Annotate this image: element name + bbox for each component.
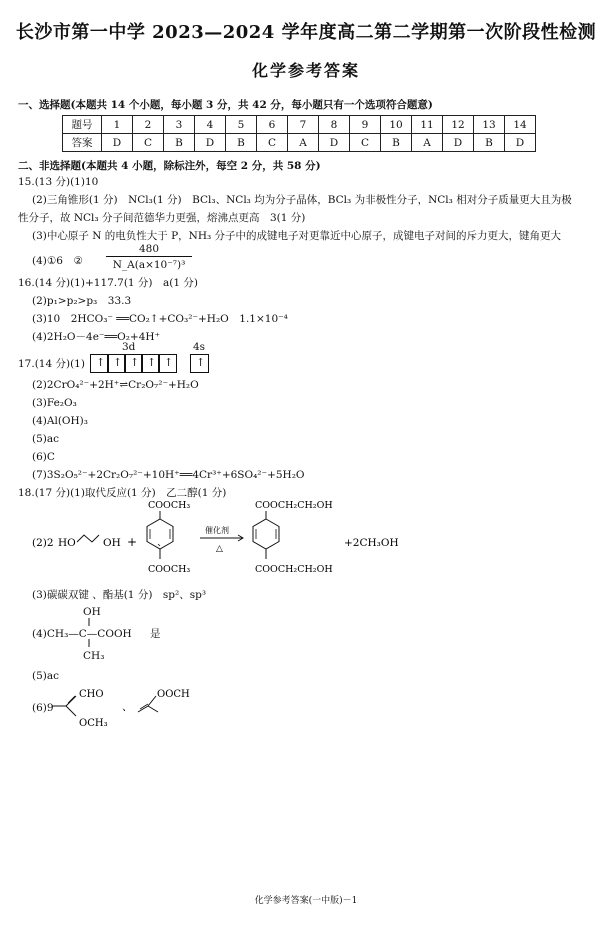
q16-line3: (3)10 2HCO₃⁻ ══CO₂↑+CO₃²⁻+H₂O 1.1×10⁻⁴ bbox=[32, 313, 288, 325]
question-number-cell: 8 bbox=[319, 116, 350, 134]
answer-cell: B bbox=[164, 134, 195, 152]
question-number-cell: 5 bbox=[226, 116, 257, 134]
orbital-box-3d-5 bbox=[158, 354, 177, 373]
q15-line3: (3)中心原子 N 的电负性大于 P，NH₃ 分子中的成键电子对更靠近中心原子，成键电子对间的斥力更大，键角更大 bbox=[32, 230, 562, 242]
q16-line4: (4)2H₂O－4e⁻══O₂+4H⁺ bbox=[32, 331, 161, 343]
isomer2-ooch-label: OOCH bbox=[157, 689, 190, 700]
q18-line1: 18.(17 分)(1)取代反应(1 分) 乙二醇(1 分) bbox=[18, 487, 227, 499]
answer-cell: D bbox=[443, 134, 474, 152]
question-number-cell: 10 bbox=[381, 116, 412, 134]
q15-line1: 15.(13 分)(1)10 bbox=[18, 176, 99, 188]
question-number-cell: 12 bbox=[443, 116, 474, 134]
answer-cell: B bbox=[474, 134, 505, 152]
q17-line4: (4)Al(OH)₃ bbox=[32, 415, 88, 427]
isomer-structure-2 bbox=[138, 689, 190, 712]
q17-line3: (3)Fe₂O₃ bbox=[32, 397, 77, 409]
question-number-cell: 2 bbox=[133, 116, 164, 134]
dimethyl-terephthalate-structure bbox=[147, 500, 190, 575]
answer-row-label: 答案 bbox=[63, 134, 102, 152]
up-arrow-icon: ↑ bbox=[147, 356, 157, 369]
isomer1-cho-label: CHO bbox=[79, 689, 104, 700]
cooch3-bottom-label: COOCH₃ bbox=[148, 564, 191, 575]
question-number-cell: 11 bbox=[412, 116, 443, 134]
q17-line2: (2)2CrO₄²⁻+2H⁺⇌Cr₂O₇²⁻+H₂O bbox=[32, 379, 199, 391]
up-arrow-icon: ↑ bbox=[96, 356, 106, 369]
q18-line3: (3)碳碳双键 、酯基(1 分) sp²、sp³ bbox=[32, 589, 207, 601]
q15-line4: (4)①6 ② bbox=[32, 255, 83, 267]
isomer-structure-1 bbox=[52, 689, 108, 729]
q15-fraction-numerator: 480 bbox=[106, 243, 192, 257]
page-subtitle: 化学参考答案 bbox=[251, 61, 360, 80]
q18-line6: (6)9 bbox=[32, 702, 54, 714]
answer-cell: B bbox=[381, 134, 412, 152]
answer-cell: D bbox=[102, 134, 133, 152]
answer-cell: C bbox=[350, 134, 381, 152]
answer-cell: A bbox=[288, 134, 319, 152]
up-arrow-icon: ↑ bbox=[164, 356, 174, 369]
isomer-structures bbox=[40, 682, 220, 734]
question-number-cell: 9 bbox=[350, 116, 381, 134]
q17-line5: (5)ac bbox=[32, 433, 60, 445]
methanol-byproduct: +2CH₃OH bbox=[344, 537, 399, 549]
answer-cell: D bbox=[195, 134, 226, 152]
question-number-row bbox=[63, 116, 536, 134]
orbital-3d-label: 3d bbox=[122, 341, 136, 353]
q18-line4-suffix: 是 bbox=[150, 628, 161, 640]
up-arrow-icon: ↑ bbox=[130, 356, 140, 369]
question-number-cell: 3 bbox=[164, 116, 195, 134]
answer-row bbox=[63, 134, 536, 152]
q16-line2: (2)p₁>p₂>p₃ 33.3 bbox=[32, 295, 132, 307]
answer-cell: C bbox=[133, 134, 164, 152]
ester-bottom-label: COOCH₂CH₂OH bbox=[255, 564, 333, 575]
question-number-cell: 6 bbox=[257, 116, 288, 134]
heat-label: △ bbox=[216, 544, 223, 554]
reaction-conditions bbox=[200, 525, 243, 554]
page-title: 长沙市第一中学 2023—2024 学年度高二第二学期第一次阶段性检测 bbox=[15, 22, 597, 43]
page-footer: 化学参考答案(一中版)－1 bbox=[254, 896, 358, 906]
question-row-label: 题号 bbox=[63, 116, 102, 134]
esterification-reaction-diagram bbox=[0, 495, 612, 595]
answer-table bbox=[62, 115, 536, 152]
question-number-cell: 13 bbox=[474, 116, 505, 134]
isomer1-och3-label: OCH₃ bbox=[79, 718, 108, 729]
question-number-cell: 7 bbox=[288, 116, 319, 134]
q15-line2b: 性分子，故 NCl₃ 分子间范德华力更强，熔沸点更高 3(1 分) bbox=[18, 212, 306, 224]
ethylene-glycol-oh: OH bbox=[103, 537, 121, 549]
ethylene-glycol-chain bbox=[77, 535, 99, 542]
orbital-box-4s bbox=[190, 354, 209, 373]
section2-heading: 二、非选择题(本题共 4 小题，除标注外，每空 2 分，共 58 分) bbox=[18, 160, 321, 172]
q17-line6: (6)C bbox=[32, 451, 55, 463]
section1-heading: 一、选择题(本题共 14 个小题，每小题 3 分，共 42 分，每小题只有一个选项符合题意) bbox=[18, 99, 433, 111]
ethylene-glycol-ho: HO bbox=[58, 537, 76, 549]
answer-cell: C bbox=[257, 134, 288, 152]
q17-line7: (7)3S₂O₅²⁻+2Cr₂O₇²⁻+10H⁺══4Cr³⁺+6SO₄²⁻+5H₂O bbox=[32, 469, 305, 481]
question-number-cell: 14 bbox=[505, 116, 536, 134]
up-arrow-icon: ↑ bbox=[196, 356, 206, 369]
question-number-cell: 1 bbox=[102, 116, 133, 134]
product-diester-structure bbox=[253, 500, 333, 575]
lactic-acid-oh-label: OH bbox=[83, 606, 101, 618]
reaction-plus-sign: + bbox=[127, 535, 138, 549]
answer-cell: B bbox=[226, 134, 257, 152]
answer-cell: D bbox=[319, 134, 350, 152]
q16-line1: 16.(14 分)(1)+117.7(1 分) a(1 分) bbox=[18, 277, 199, 289]
benzene-ring-left bbox=[147, 519, 173, 549]
q17-line1: 17.(14 分)(1) bbox=[18, 358, 85, 370]
q18-line2-prefix: (2)2 bbox=[32, 537, 54, 549]
q18-line5: (5)ac bbox=[32, 670, 60, 682]
answer-cell: D bbox=[505, 134, 536, 152]
cooch3-top-label: COOCH₃ bbox=[148, 500, 191, 511]
isomer-separator: 、 bbox=[122, 701, 133, 713]
benzene-ring-right bbox=[253, 519, 279, 549]
q18-line4: (4)CH₃—C—COOH bbox=[32, 628, 132, 640]
catalyst-label: 催化剂 bbox=[205, 526, 229, 535]
orbital-4s-label: 4s bbox=[193, 341, 206, 353]
q15-line2a: (2)三角锥形(1 分) NCl₃(1 分) BCl₃、NCl₃ 均为分子晶体，BCl₃ 为非极性分子，NCl₃ 相对分子质量更大且为极 bbox=[32, 194, 572, 206]
question-number-cell: 4 bbox=[195, 116, 226, 134]
lactic-acid-ch3-label: CH₃ bbox=[83, 650, 105, 662]
ester-top-label: COOCH₂CH₂OH bbox=[255, 500, 333, 511]
up-arrow-icon: ↑ bbox=[113, 356, 123, 369]
answer-cell: A bbox=[412, 134, 443, 152]
q15-fraction-denominator: N_A(a×10⁻⁷)³ bbox=[112, 259, 186, 271]
